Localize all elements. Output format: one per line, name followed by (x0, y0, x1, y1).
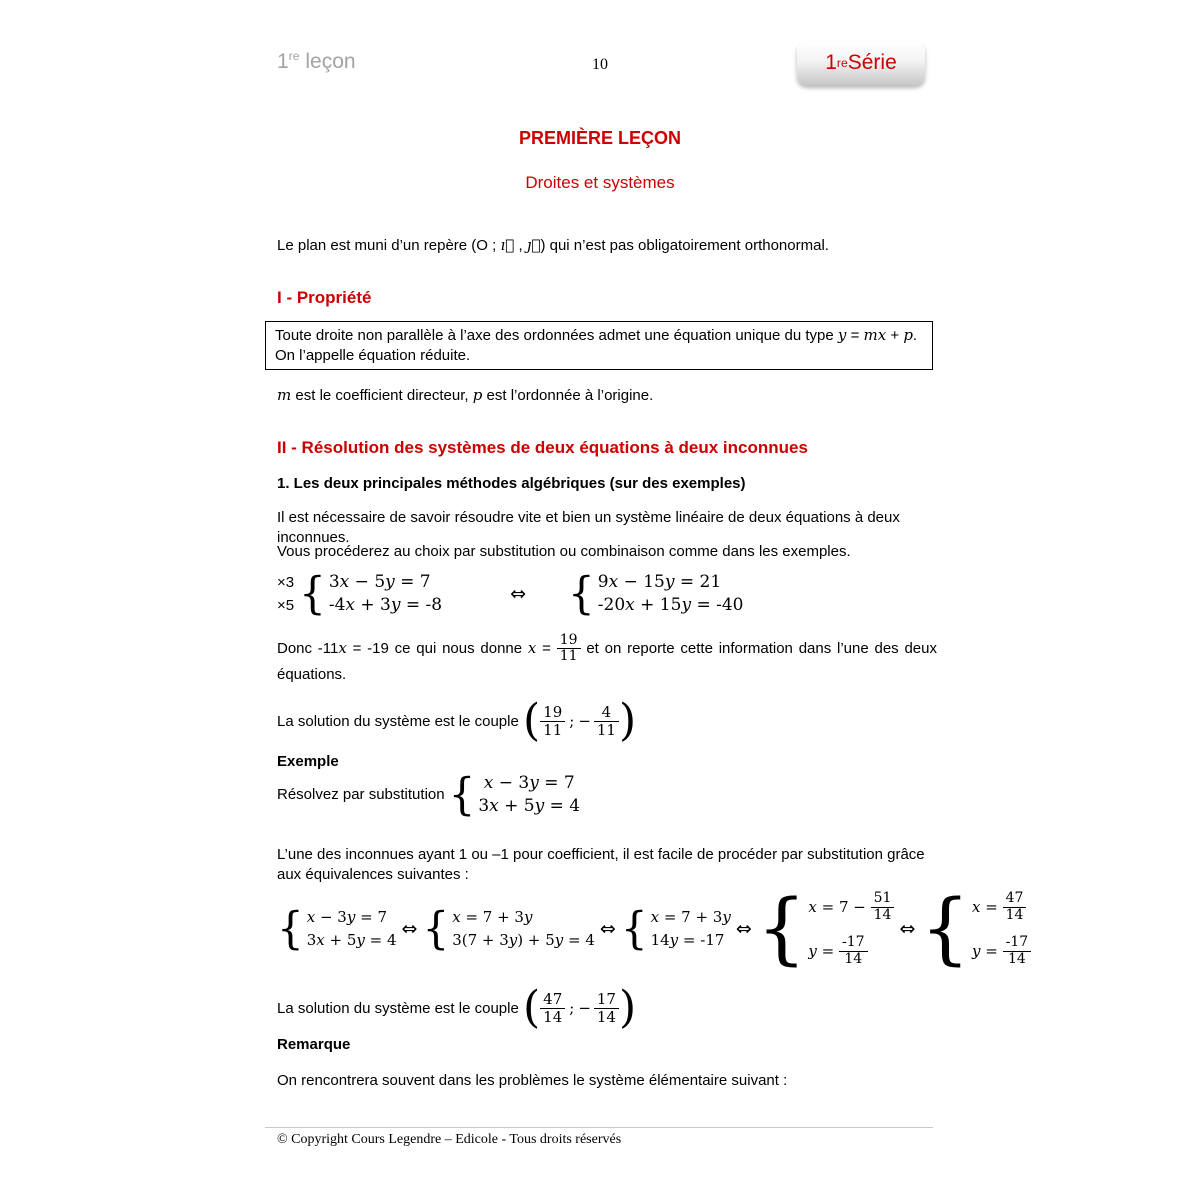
fraction-numerator: 17 (594, 991, 619, 1009)
equation-line: x = 7 + 3y (452, 908, 533, 926)
equation-line: 3x + 5y = 4 (306, 931, 397, 949)
system-original (299, 567, 443, 620)
section-1-heading: I - Propriété (277, 288, 372, 307)
fraction-numerator: 47 (540, 991, 565, 1009)
paragraph-procederez: Vous procéderez au choix par substitution ou combinaison comme dans les exemples. (277, 543, 851, 560)
subsection-1-heading: 1. Les deux principales méthodes algébriques (sur des exemples) (277, 475, 746, 492)
solution-couple-2 (277, 982, 937, 1033)
equation-line: 3(7 + 3y) + 5y = 4 (452, 931, 595, 949)
fraction-4-11 (594, 704, 619, 738)
series-number: 1 (825, 51, 837, 74)
equation-text: y = (808, 941, 839, 960)
fraction-51-14 (871, 891, 895, 923)
conclusion-paragraph (277, 633, 937, 685)
page-number: 10 (592, 56, 608, 73)
system-multiplied (568, 567, 744, 620)
equivalence-arrow: ⇔ (735, 918, 752, 940)
equation-line: x − 3y = 7 (483, 773, 575, 793)
example-instruction: Résolvez par substitution (277, 786, 445, 803)
lesson-word: leçon (299, 50, 356, 73)
solution-label: La solution du système est le couple (277, 712, 519, 730)
equivalence-arrow: ⇔ (510, 583, 527, 605)
equivalence-arrow: ⇔ (599, 918, 616, 940)
chain-system-5 (920, 885, 1031, 973)
fraction-47-14 (1003, 891, 1027, 923)
fraction-numerator: -17 (839, 935, 868, 951)
left-brace: { (568, 567, 595, 620)
conclusion-text-post: et on reporte cette information dans l’une des deux équations. (277, 639, 937, 683)
remark-paragraph: On rencontrera souvent dans les problèmes le système élémentaire suivant : (277, 1072, 788, 1089)
equation-text: x = 7 − (808, 897, 871, 916)
fraction-denominator: 14 (1007, 950, 1026, 967)
section-2-heading: II - Résolution des systèmes de deux équations à deux inconnues (277, 438, 808, 457)
lesson-number: 1 (277, 50, 289, 73)
close-paren: ) (618, 982, 637, 1033)
lesson-ordinal-suffix: re (288, 49, 300, 63)
conclusion-text-pre: Donc -11x = -19 ce qui nous donne x = (277, 638, 557, 657)
remark-heading: Remarque (277, 1036, 351, 1053)
minus-sign: − (578, 999, 591, 1017)
fraction-denominator: 11 (559, 648, 578, 665)
fraction-denominator: 14 (543, 1007, 563, 1026)
property-box-line-2: On l’appelle équation réduite. (275, 347, 471, 364)
left-brace: { (422, 902, 450, 955)
intro-paragraph: Le plan est muni d’un repère (O ; ı⃗ , ȷ⃗) qui n’est pas obligatoirement orthonormal. (277, 236, 829, 254)
equation-line: 14y = -17 (650, 931, 725, 949)
solution-couple-1 (277, 695, 937, 746)
lesson-subtitle: Droites et systèmes (525, 173, 675, 192)
equation-line (972, 885, 1031, 929)
fraction-numerator: 19 (540, 704, 565, 722)
fraction-numerator: -17 (1003, 935, 1032, 951)
fraction-19-11 (557, 633, 581, 665)
left-brace: { (448, 768, 476, 821)
chain-system-3 (620, 902, 731, 955)
series-badge: 1 re Série (797, 41, 925, 85)
example-system (448, 768, 581, 821)
multiplier-times-3: ×3 (277, 574, 295, 591)
fraction-denominator: 14 (1005, 906, 1024, 923)
row-multipliers (277, 571, 294, 617)
equation-line: -4x + 3y = -8 (328, 595, 443, 615)
example-heading: Exemple (277, 753, 339, 770)
fraction-denominator: 11 (543, 720, 563, 739)
equation-line (808, 885, 894, 929)
equation-line: 3x − 5y = 7 (328, 572, 431, 592)
equation-line: 9x − 15y = 21 (597, 572, 722, 592)
left-brace: { (756, 884, 807, 974)
fraction-denominator: 14 (844, 950, 863, 967)
footer-divider (265, 1127, 933, 1128)
equation-line: x = 7 + 3y (650, 908, 731, 926)
fraction-numerator: 51 (871, 891, 895, 907)
chain-system-4 (757, 885, 895, 973)
equation-line: -20x + 15y = -40 (597, 595, 744, 615)
equivalence-arrow: ⇔ (401, 918, 418, 940)
minus-sign: − (578, 712, 591, 730)
series-word: Série (847, 51, 897, 74)
chain-system-1 (277, 902, 397, 955)
equation-text: y = (972, 941, 1003, 960)
equivalence-arrow: ⇔ (899, 918, 916, 940)
fraction-numerator: 47 (1003, 891, 1027, 907)
property-box-line-1: Toute droite non parallèle à l’axe des ordonnées admet une équation unique du type y = mx + p. (275, 326, 918, 344)
open-paren: ( (522, 982, 541, 1033)
coefficient-note: m est le coefficient directeur, p est l’ordonnée à l’origine. (277, 386, 654, 404)
fraction-denominator: 14 (596, 1007, 616, 1026)
fraction-neg17-14 (839, 935, 868, 967)
left-brace: { (620, 902, 648, 955)
fraction-neg17-14 (1003, 935, 1032, 967)
solution-label: La solution du système est le couple (277, 999, 519, 1017)
equation-text: x = (972, 897, 1003, 916)
fraction-19-11 (540, 704, 565, 738)
left-brace: { (277, 902, 304, 955)
equation-line (972, 929, 1031, 973)
system-equivalence-block (277, 567, 937, 620)
equation-line: x − 3y = 7 (306, 908, 387, 926)
footer-copyright: © Copyright Cours Legendre – Edicole - Tous droits réservés (277, 1132, 622, 1147)
chain-system-2 (422, 902, 595, 955)
fraction-numerator: 4 (594, 704, 619, 722)
separator-semicolon: ; (569, 712, 575, 730)
paragraph-necessaire: Il est nécessaire de savoir résoudre vite et bien un système linéaire de deux équations à deux inconnues. (277, 509, 900, 546)
fraction-denominator: 11 (596, 720, 616, 739)
fraction-numerator: 19 (557, 633, 581, 649)
open-paren: ( (522, 695, 541, 746)
fraction-17-14 (594, 991, 619, 1025)
close-paren: ) (618, 695, 637, 746)
lesson-title: PREMIÈRE LEÇON (518, 128, 682, 148)
separator-semicolon: ; (569, 999, 575, 1017)
equivalences-intro-paragraph: L’une des inconnues ayant 1 ou –1 pour coefficient, il est facile de procéder par substitution grâce aux équivalences suivantes : (277, 846, 925, 883)
equivalence-chain (277, 874, 1029, 984)
left-brace: { (299, 567, 326, 620)
fraction-47-14 (540, 991, 565, 1025)
example-system-block (277, 768, 937, 821)
multiplier-times-5: ×5 (277, 597, 295, 614)
property-box (265, 321, 933, 370)
left-brace: { (920, 884, 971, 974)
fraction-denominator: 14 (873, 906, 892, 923)
equation-line (808, 929, 894, 973)
equation-line: 3x + 5y = 4 (478, 796, 581, 816)
